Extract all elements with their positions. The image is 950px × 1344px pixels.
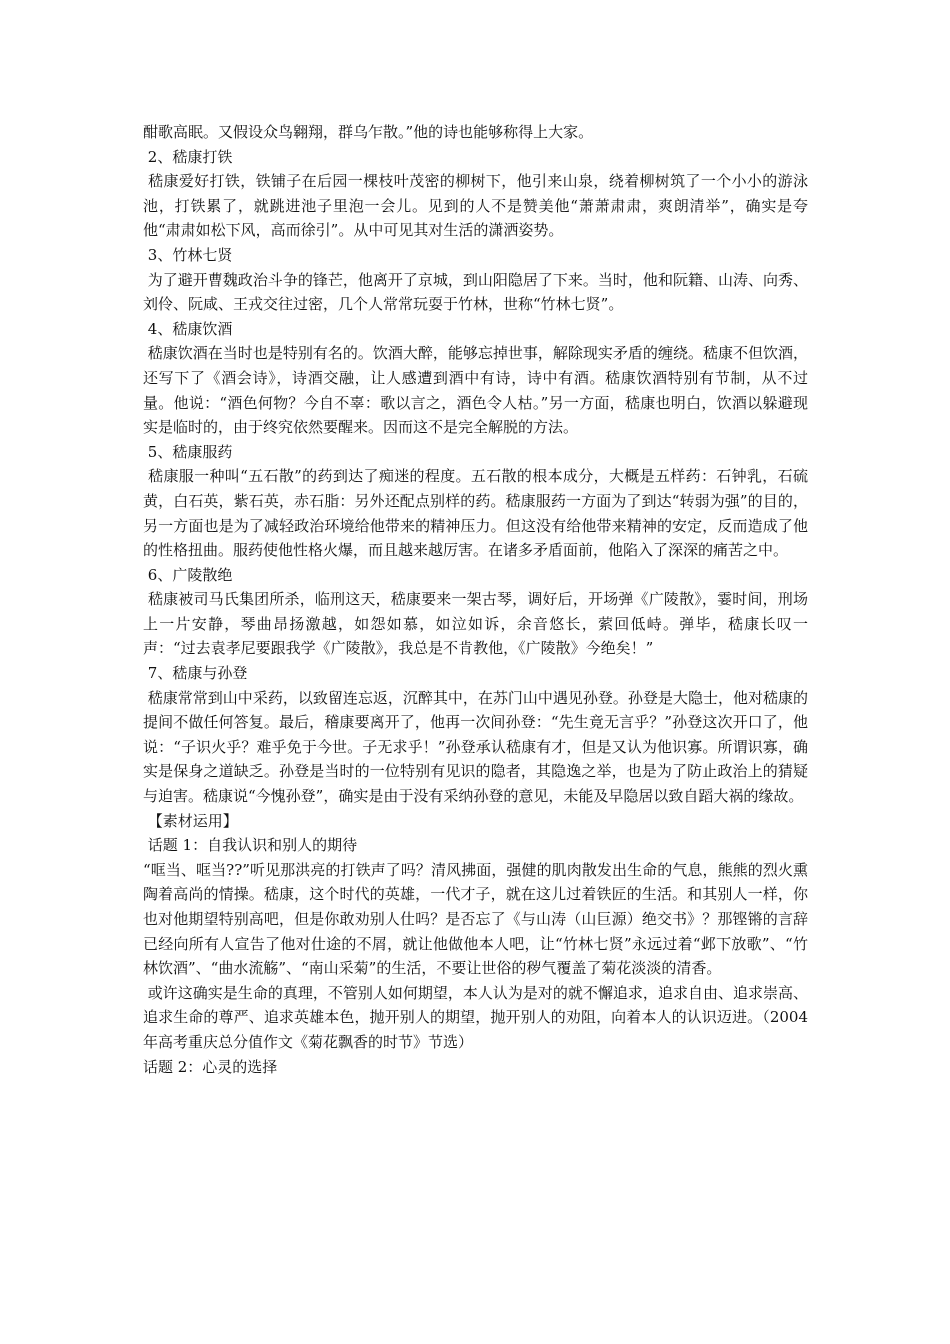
- section-heading-5: 5、嵇康服药: [143, 442, 233, 461]
- paragraph-continuation: 酣歌高眠。又假设众鸟翱翔，群乌乍散。”他的诗也能够称得上大家。: [143, 123, 594, 141]
- section-heading-2: 2、嵇康打铁: [143, 147, 233, 166]
- section-body-2: 嵇康爱好打铁，铁铺子在后园一棵枝叶茂密的柳树下，他引来山泉，绕着柳树筑了一个小小的游泳池，打铁累了，就跳进池子里泡一会儿。见到的人不是赞美他“萧萧肃肃，爽朗清举”，确实是夸他“肃肃如松下风，高而徐引”。从中可见其对生活的潇洒姿势。: [143, 172, 808, 240]
- section-body-4: 嵇康饮酒在当时也是特别有名的。饮酒大醉，能够忘掉世事，解除现实矛盾的缠绕。嵇康不但饮酒，还写下了《酒会诗》，诗酒交融，让人感遭到酒中有诗，诗中有酒。嵇康饮酒特别有节制，从不过量。他说：“酒色何物？今自不辜：歌以言之，酒色令人枯。”另一方面，嵇康也明白，饮酒以躲避现实是临时的，由于终究依然要醒来。因而这不是完全解脱的方法。: [143, 344, 808, 437]
- material-usage-heading: 【素材运用】: [143, 811, 238, 830]
- section-heading-3: 3、竹林七贤: [143, 245, 233, 264]
- topic-1-heading: 话题 1：自我认识和别人的期待: [143, 836, 358, 855]
- section-heading-7: 7、嵇康与孙登: [143, 664, 248, 683]
- document-page: [143, 120, 813, 1079]
- section-body-7: 嵇康常常到山中采药，以致留连忘返，沉醉其中，在苏门山中遇见孙登。孙登是大隐士，他对嵇康的提间不做任何答复。最后，稽康要离开了，他再一次间孙登：“先生竟无言乎？”孙登这次开口了，他说：“子识火乎？难乎免于今世。子无求乎！”孙登承认嵇康有才，但是又认为他识寡。所谓识寡，确实是保身之道缺乏。孙登是当时的一位特别有见识的隐者，其隐逸之举，也是为了防止政治上的猜疑与迫害。嵇康说“今愧孙登”，确实是由于没有采纳孙登的意见，未能及早隐居以致自蹈大祸的缘故。: [143, 688, 808, 806]
- section-body-6: 嵇康被司马氏集团所杀，临刑这天，嵇康要来一架古琴，调好后，开场弹《广陵散》，霎时间，刑场上一片安静，琴曲昂扬激越，如怨如慕，如泣如诉，余音悠长，萦回低峙。弹毕，嵇康长叹一声：“过去袁孝尼要跟我学《广陵散》，我总是不肯教他，《广陵散》今绝矣！”: [143, 590, 808, 658]
- topic-1-body-continued: 或许这确实是生命的真理，不管别人如何期望，本人认为是对的就不懈追求，追求自由、追求崇高、追求生命的尊严、追求英雄本色，抛开别人的期望，抛开别人的劝阻，向着本人的认识迈进。（2004 年高考重庆总分值作文《菊花飘香的时节》节选）: [143, 983, 813, 1051]
- section-heading-6: 6、广陵散绝: [143, 565, 233, 584]
- topic-2-heading: 话题 2：心灵的选择: [143, 1057, 278, 1076]
- topic-1-body: “哐当、哐当??”听见那洪亮的打铁声了吗？清风拂面，强健的肌肉散发出生命的气息，熊熊的烈火熏陶着高尚的情操。嵇康，这个时代的英雄，一代才子，就在这儿过着铁匠的生活。和其别人一样，你也对他期望特别高吧，但是你敢劝别人仕吗？是否忘了《与山涛（山巨源）绝交书》？那铿锵的言辞已经向所有人宣告了他对仕途的不屑，就让他做他本人吧，让“竹林七贤”永远过着“邺下放歌”、“竹林饮酒”、“曲水流觞”、“南山采菊”的生活，不要让世俗的秽气覆盖了菊花淡淡的清香。: [143, 860, 808, 978]
- section-body-5: 嵇康服一种叫“五石散”的药到达了痴迷的程度。五石散的根本成分，大概是五样药：石钟乳，石硫黄，白石英，紫石英，赤石脂：另外还配点别样的药。嵇康服药一方面为了到达“转弱为强”的目的，另一方面也是为了减轻政治环境给他带来的精神压力。但这没有给他带来精神的安定，反而造成了他的性格扭曲。服药使他性格火爆，而且越来越厉害。在诸多矛盾面前，他陷入了深深的痛苦之中。: [143, 467, 808, 560]
- section-heading-4: 4、嵇康饮酒: [143, 319, 233, 338]
- section-body-3: 为了避开曹魏政治斗争的锋芒，他离开了京城，到山阳隐居了下来。当时，他和阮籍、山涛、向秀、刘伶、阮咸、王戎交往过密，几个人常常玩耍于竹林，世称“竹林七贤”。: [143, 270, 808, 314]
